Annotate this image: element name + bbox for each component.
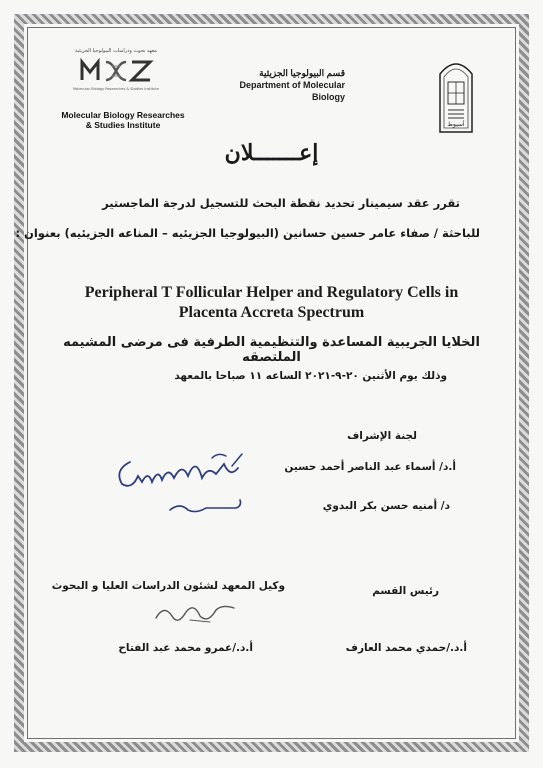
institute-logo-arabic-caption: معهد بحوث ودراسات البيولوجيا الجزيئية bbox=[75, 48, 157, 54]
department-head-name: أ.د./حمدي محمد العارف bbox=[345, 642, 467, 654]
announcement-heading: إعـــــــلان bbox=[224, 140, 319, 166]
vice-dean-signature bbox=[150, 598, 240, 630]
department-name-english: Department of Molecular Biology bbox=[239, 80, 345, 102]
institute-logo bbox=[60, 48, 172, 91]
dna-logo-icon bbox=[76, 56, 156, 86]
seminar-date-line: وذلك يوم الأثنين ٢٠-٩-٢٠٢١ الساعه ١١ صباحا بالمعهد bbox=[174, 370, 447, 382]
department-name-arabic: قسم البيولوجيا الجزيئية bbox=[259, 68, 345, 78]
institute-name bbox=[58, 110, 188, 130]
university-emblem-icon bbox=[436, 52, 476, 134]
supervisor-1-name: أ.د/ أسماء عبد الناصر أحمد حسين bbox=[284, 461, 456, 473]
vice-dean-title: وكيل المعهد لشئون الدراسات العليا و البحوث bbox=[51, 580, 285, 592]
thesis-title-english bbox=[40, 283, 503, 323]
department-header bbox=[205, 67, 345, 103]
vice-dean-name: أ.د./عمرو محمد عبد الفتاح bbox=[118, 642, 253, 654]
thesis-title-arabic: الخلايا الجريبية المساعدة والتنظيمية الطرفية فى مرضى المشيمه الملتصقه bbox=[63, 335, 480, 365]
emblem-text: أسيوط bbox=[447, 121, 465, 128]
supervisor-1-signature bbox=[112, 448, 252, 498]
thesis-title-english-line1: Peripheral T Follicular Helper and Regulatory Cells in bbox=[84, 284, 459, 301]
supervisor-2-signature bbox=[166, 496, 246, 518]
supervisor-2-name: د/ أمنيه حسن بكر البدوي bbox=[322, 500, 450, 512]
institute-name-line1: Molecular Biology Researches bbox=[61, 110, 185, 120]
committee-heading: لجنة الإشراف bbox=[347, 430, 417, 442]
thesis-title-english-line2: Placenta Accreta Spectrum bbox=[178, 304, 365, 321]
department-head-title: رئيس القسم bbox=[372, 585, 439, 597]
announcement-line1: تقرر عقد سيمينار تحديد نقطة البحث للتسجيل لدرجة الماجستير bbox=[102, 196, 460, 210]
institute-name-line2: & Studies Institute bbox=[85, 120, 161, 130]
institute-logo-english-caption: Molecular Biology Researches & Studies Institute bbox=[73, 87, 159, 91]
researcher-line: للباحثة / صفاء عامر حسين حسانين (البيولوجيا الجزيئيه – المناعه الجزيئيه) بعنوان : bbox=[15, 226, 480, 240]
